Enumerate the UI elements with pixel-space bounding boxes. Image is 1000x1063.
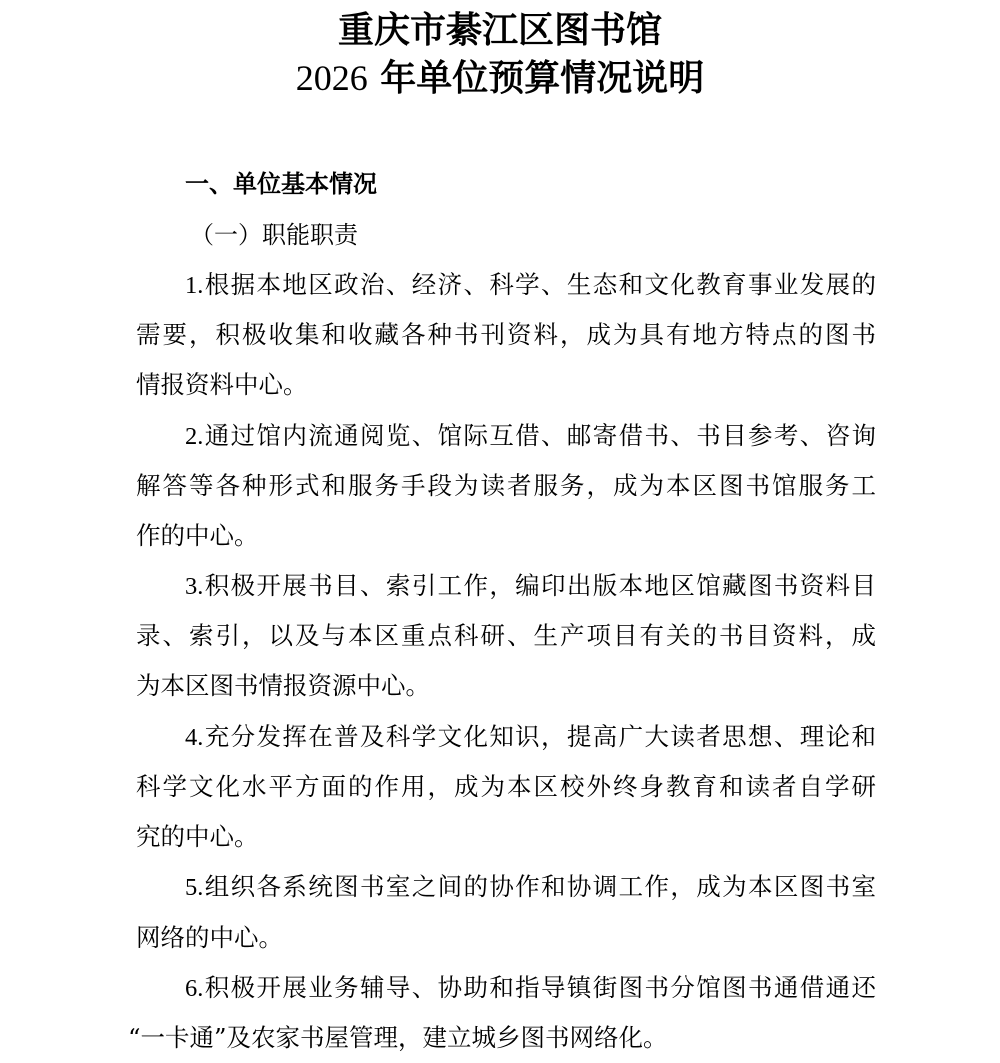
paragraph-line: 录、索引，以及与本区重点科研、生产项目有关的书目资料，成 [136, 621, 876, 650]
paragraph-line [185, 970, 876, 1007]
paragraph-line: 究的中心。 [136, 822, 259, 851]
paragraph-line: 网络的中心。 [136, 923, 283, 952]
line-text: 通过馆内流通阅览、馆际互借、邮寄借书、书目参考、咨询 [203, 421, 876, 450]
line-text: 根据本地区政治、经济、科学、生态和文化教育事业发展的 [203, 270, 876, 299]
paragraph-line [185, 719, 876, 756]
line-text: 积极开展业务辅导、协助和指导镇街图书分馆图书通借通还 [203, 973, 876, 1002]
paragraph-line [185, 418, 876, 455]
section-heading-basic-info: 一、单位基本情况 [185, 170, 377, 198]
document-title-line-1: 重庆市綦江区图书馆 [337, 9, 662, 51]
paragraph-line: 需要，积极收集和收藏各种书刊资料，成为具有地方特点的图书 [136, 320, 876, 349]
title-subtitle: 年单位预算情况说明 [367, 57, 705, 99]
line-text: 积极开展书目、索引工作，编印出版本地区馆藏图书资料目 [203, 571, 876, 600]
paragraph-line: “一卡通”及农家书屋管理，建立城乡图书网络化。 [128, 1023, 668, 1052]
title-year: 2026 [295, 58, 368, 98]
paragraph-line: 解答等各种形式和服务手段为读者服务，成为本区图书馆服务工 [136, 471, 876, 500]
item-number: 4. [185, 724, 204, 751]
document-title-line-2 [0, 56, 1000, 100]
paragraph-line: 科学文化水平方面的作用，成为本区校外终身教育和读者自学研 [136, 772, 876, 801]
paragraph-line [185, 568, 876, 605]
paragraph-line: 情报资料中心。 [136, 370, 308, 399]
subsection-heading-functions: （一）职能职责 [190, 221, 358, 249]
line-text: 充分发挥在普及科学文化知识，提高广大读者思想、理论和 [203, 722, 876, 751]
paragraph-line: 作的中心。 [136, 521, 259, 550]
paragraph-line: 为本区图书情报资源中心。 [136, 671, 430, 700]
item-number: 3. [185, 573, 204, 600]
item-number: 5. [185, 874, 204, 901]
item-number: 1. [185, 272, 204, 299]
paragraph-line [185, 869, 876, 906]
item-number: 2. [185, 423, 204, 450]
paragraph-line [185, 267, 876, 304]
item-number: 6. [185, 975, 204, 1002]
line-text: 组织各系统图书室之间的协作和协调工作，成为本区图书室 [203, 872, 876, 901]
